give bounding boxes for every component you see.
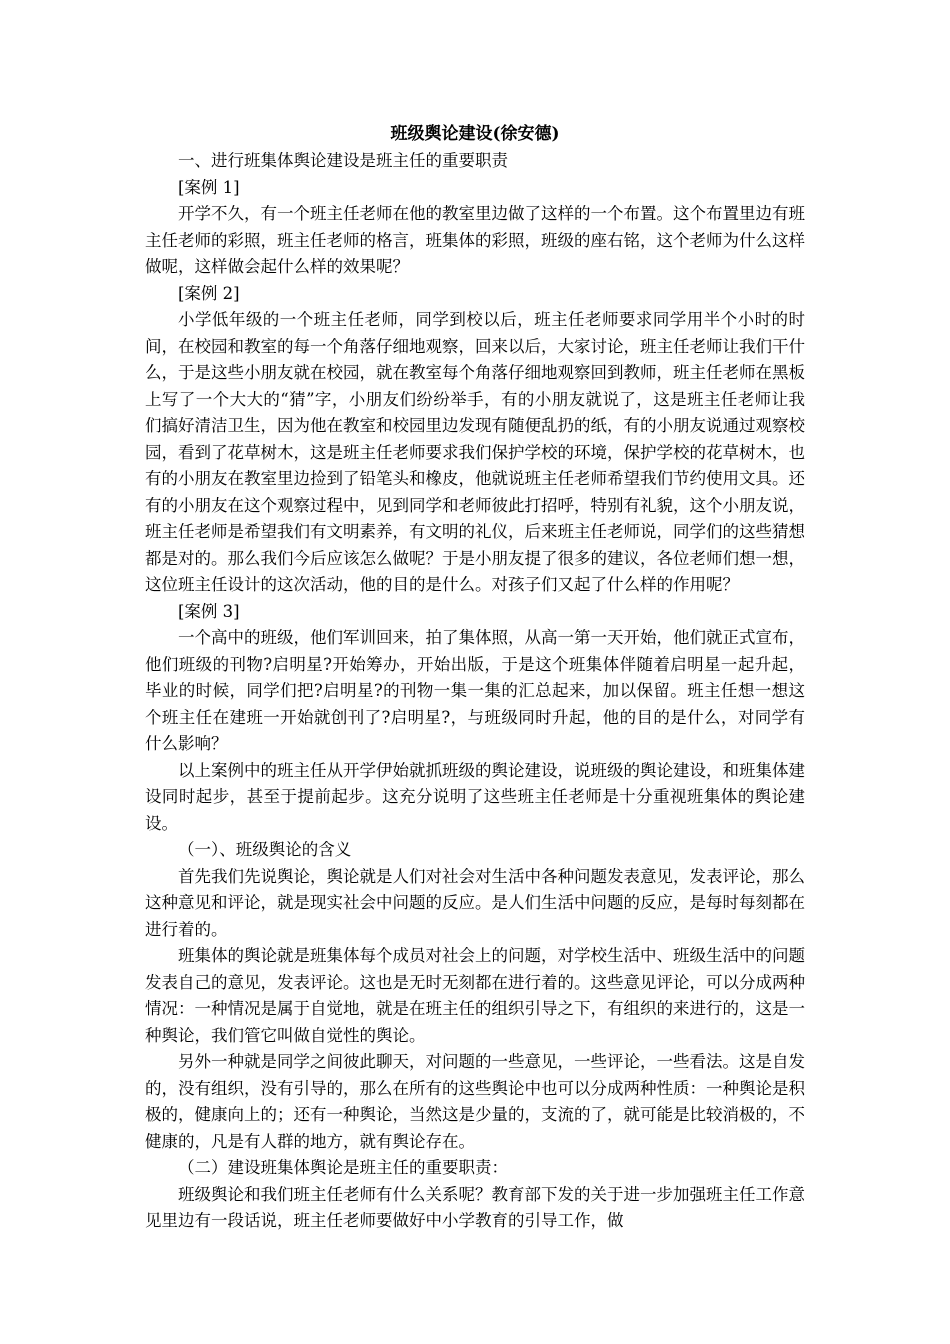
- body-paragraph: 一个高中的班级，他们军训回来，拍了集体照，从高一第一天开始，他们就正式宣布，他们班级的刊物?启明星?开始筹办，开始出版，于是这个班集体伴随着启明星一起升起，毕业的时候，同学们把?启明星?的刊物一集一集的汇总起来，加以保留。班主任想一想这个班主任在建班一开始就创刊了?启明星?，与班级同时升起，他的目的是什么，对同学有什么影响？: [145, 628, 805, 753]
- subsection-heading: （一）、班级舆论的含义: [178, 840, 352, 859]
- section-heading: 一、进行班集体舆论建设是班主任的重要职责: [178, 151, 508, 170]
- document-title: 班级舆论建设(徐安德): [390, 124, 560, 144]
- body-paragraph: 开学不久，有一个班主任老师在他的教室里边做了这样的一个布置。这个布置里边有班主任老师的彩照，班主任老师的格言，班集体的彩照，班级的座右铭，这个老师为什么这样做呢，这样做会起什么样的效果呢？: [145, 204, 805, 276]
- case-label: [案例 3]: [178, 601, 240, 621]
- subsection-heading: （二）建设班集体舆论是班主任的重要职责：: [178, 1158, 508, 1177]
- body-paragraph: 以上案例中的班主任从开学伊始就抓班级的舆论建设，说班级的舆论建设，和班集体建设同时起步，甚至于提前起步。这充分说明了这些班主任老师是十分重视班集体的舆论建设。: [145, 760, 805, 833]
- body-paragraph: 小学低年级的一个班主任老师，同学到校以后，班主任老师要求同学用半个小时的时间，在校园和教室的每一个角落仔细地观察，回来以后，大家讨论，班主任老师让我们干什么，于是这些小朋友就在校园，就在教室每个角落仔细地观察回到教师，班主任老师在黑板上写了一个大大的“猜”字，小朋友们纷纷举手，有的小朋友就说了，这是班主任老师让我们搞好清洁卫生，因为他在教室和校园里边发现有随便乱扔的纸，有的小朋友说通过观察校园，看到了花草树木，这是班主任老师要求我们保护学校的环境，保护学校的花草树木，也有的小朋友在教室里边捡到了铅笔头和橡皮，他就说班主任老师希望我们节约使用文具。还有的小朋友在这个观察过程中，见到同学和老师彼此打招呼，特别有礼貌，这个小朋友说，班主任老师是希望我们有文明素养，有文明的礼仪，后来班主任老师说，同学们的这些猜想都是对的。那么我们今后应该怎么做呢？于是小朋友提了很多的建议，各位老师们想一想，这位班主任设计的这次活动，他的目的是什么。对孩子们又起了什么样的作用呢？: [145, 310, 805, 594]
- body-paragraph: 另外一种就是同学之间彼此聊天，对问题的一些意见，一些评论，一些看法。这是自发的，没有组织，没有引导的，那么在所有的这些舆论中也可以分成两种性质：一种舆论是积极的，健康向上的；还有一种舆论，当然这是少量的，支流的了，就可能是比较消极的，不健康的，凡是有人群的地方，就有舆论存在。: [145, 1052, 805, 1151]
- case-label: [案例 1]: [178, 177, 240, 197]
- body-paragraph: 首先我们先说舆论，舆论就是人们对社会对生活中各种问题发表意见，发表评论，那么这种意见和评论，就是现实社会中问题的反应。是人们生活中问题的反应，是每时每刻都在进行着的。: [145, 866, 805, 939]
- body-paragraph: 班集体的舆论就是班集体每个成员对社会上的问题，对学校生活中、班级生活中的问题发表自己的意见，发表评论。这也是无时无刻都在进行着的。这些意见评论，可以分成两种情况：一种情况是属于自觉地，就是在班主任的组织引导之下，有组织的来进行的，这是一种舆论，我们管它叫做自觉性的舆论。: [145, 946, 805, 1045]
- body-paragraph: 班级舆论和我们班主任老师有什么关系呢？教育部下发的关于进一步加强班主任工作意见里边有一段话说，班主任老师要做好中小学教育的引导工作，做: [145, 1184, 805, 1230]
- case-label: [案例 2]: [178, 283, 240, 303]
- document-body: [145, 120, 805, 1235]
